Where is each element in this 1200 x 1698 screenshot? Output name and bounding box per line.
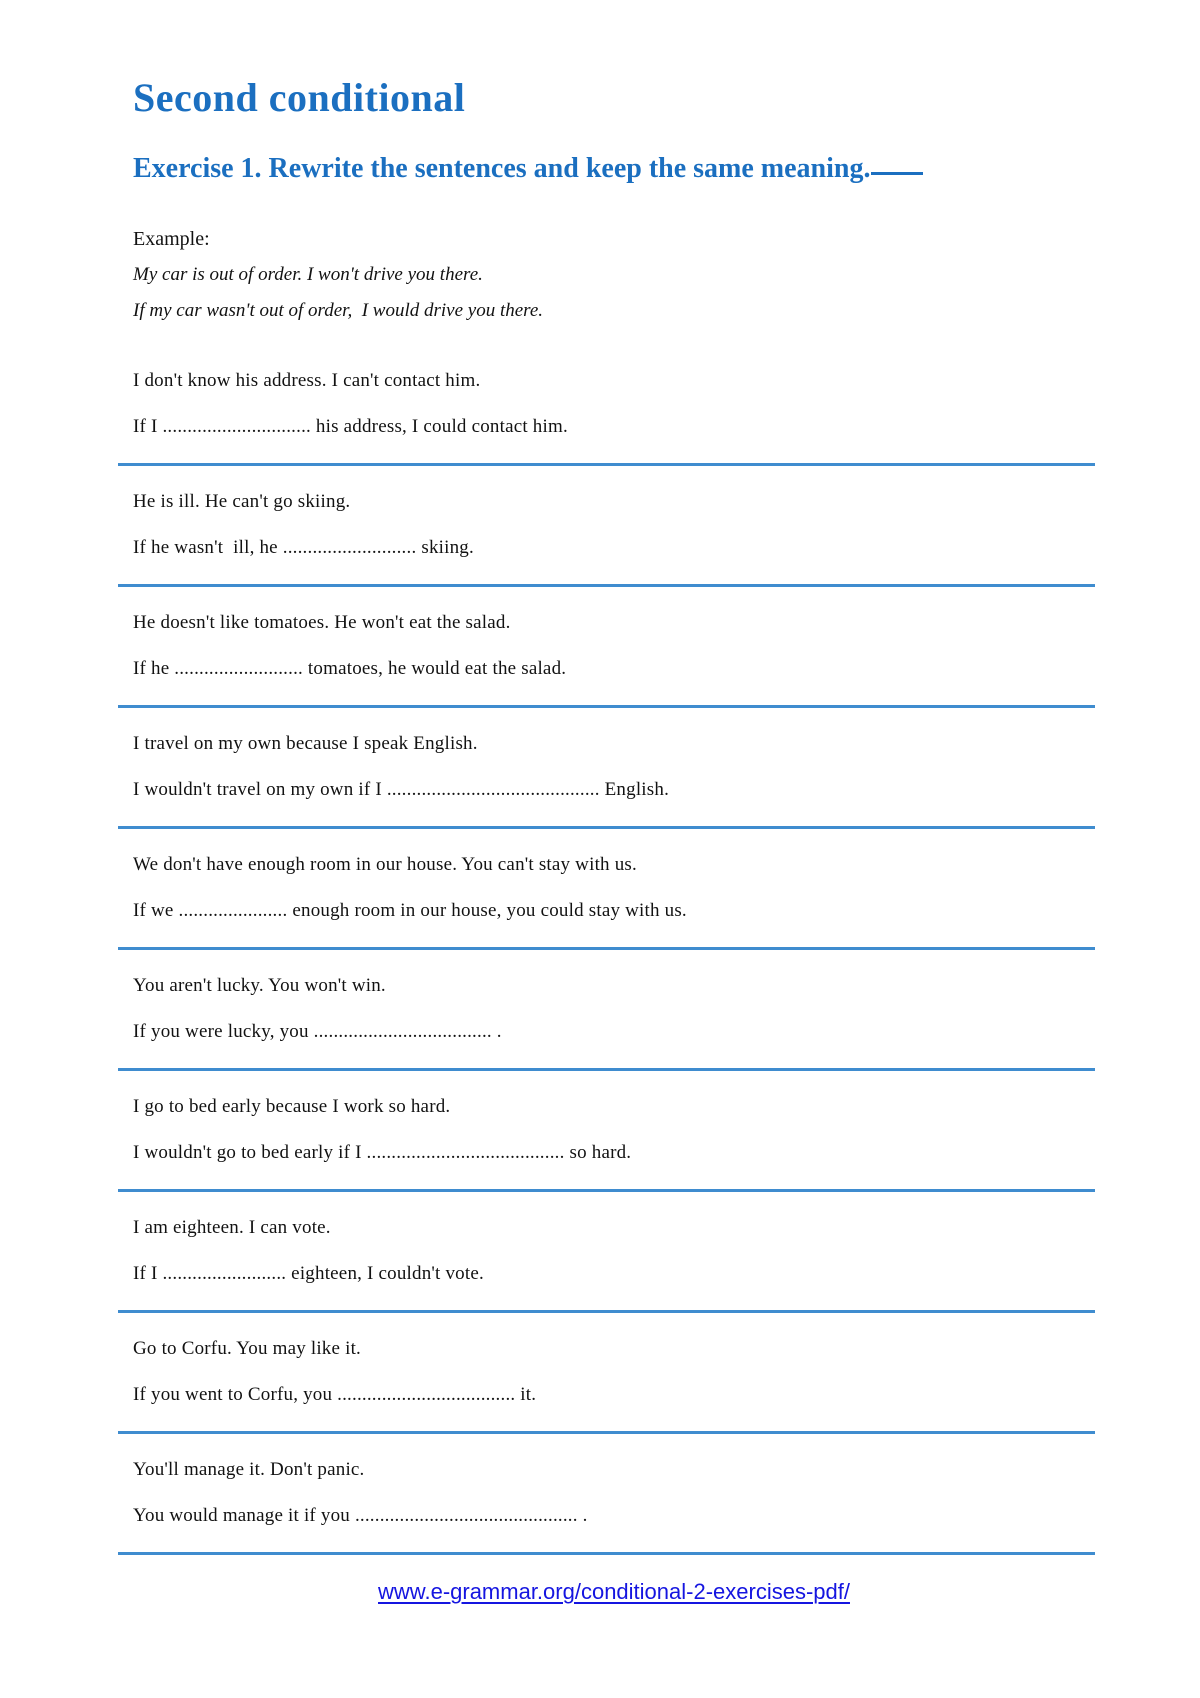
item-divider bbox=[118, 584, 1095, 587]
item-sentence: We don't have enough room in our house. You can't stay with us. bbox=[133, 853, 637, 875]
item-sentence: I go to bed early because I work so hard. bbox=[133, 1095, 451, 1117]
item-divider bbox=[118, 1310, 1095, 1313]
example-label: Example: bbox=[133, 227, 210, 250]
item-rewrite: If I ......................... eighteen, I couldn't vote. bbox=[133, 1262, 484, 1284]
item-divider bbox=[118, 1068, 1095, 1071]
footer-link[interactable]: www.e-grammar.org/conditional-2-exercises-pdf/ bbox=[378, 1578, 850, 1604]
exercise-item bbox=[133, 611, 1095, 708]
page-title: Second conditional bbox=[133, 75, 466, 120]
item-sentence: You'll manage it. Don't panic. bbox=[133, 1458, 365, 1480]
item-sentence: You aren't lucky. You won't win. bbox=[133, 974, 386, 996]
example-block bbox=[133, 227, 1095, 323]
item-rewrite: If he .......................... tomatoes, he would eat the salad. bbox=[133, 657, 567, 679]
page-footer bbox=[133, 1579, 1095, 1605]
exercise-item bbox=[133, 490, 1095, 587]
item-divider bbox=[118, 1552, 1095, 1555]
exercise-item bbox=[133, 974, 1095, 1071]
exercise-item bbox=[133, 1095, 1095, 1192]
example-line: My car is out of order. I won't drive you there. bbox=[133, 263, 483, 285]
item-rewrite: I wouldn't go to bed early if I ........................................ so hard. bbox=[133, 1141, 632, 1163]
heading-underline bbox=[871, 172, 923, 175]
item-rewrite: I wouldn't travel on my own if I ........................................... English. bbox=[133, 778, 670, 800]
item-divider bbox=[118, 826, 1095, 829]
item-sentence: I am eighteen. I can vote. bbox=[133, 1216, 331, 1238]
item-rewrite: If he wasn't ill, he ........................... skiing. bbox=[133, 536, 474, 558]
exercise-heading-text: Exercise 1. Rewrite the sentences and keep the same meaning. bbox=[133, 153, 871, 184]
item-divider bbox=[118, 705, 1095, 708]
item-rewrite: If you went to Corfu, you .................................... it. bbox=[133, 1383, 537, 1405]
item-sentence: He doesn't like tomatoes. He won't eat the salad. bbox=[133, 611, 511, 633]
exercise-heading bbox=[133, 154, 1095, 185]
item-rewrite: If I .............................. his address, I could contact him. bbox=[133, 415, 568, 437]
exercise-item bbox=[133, 369, 1095, 466]
exercise-item bbox=[133, 1216, 1095, 1313]
item-sentence: I don't know his address. I can't contact him. bbox=[133, 369, 481, 391]
exercise-item bbox=[133, 1337, 1095, 1434]
item-sentence: He is ill. He can't go skiing. bbox=[133, 490, 351, 512]
item-sentence: Go to Corfu. You may like it. bbox=[133, 1337, 362, 1359]
item-rewrite: You would manage it if you ............................................. . bbox=[133, 1504, 588, 1526]
item-rewrite: If we ...................... enough room in our house, you could stay with us. bbox=[133, 899, 687, 921]
item-divider bbox=[118, 947, 1095, 950]
example-line: If my car wasn't out of order, I would drive you there. bbox=[133, 299, 544, 321]
item-divider bbox=[118, 1431, 1095, 1434]
item-sentence: I travel on my own because I speak English. bbox=[133, 732, 478, 754]
item-divider bbox=[118, 1189, 1095, 1192]
item-divider bbox=[118, 463, 1095, 466]
exercise-items bbox=[133, 369, 1095, 1555]
item-rewrite: If you were lucky, you .................................... . bbox=[133, 1020, 502, 1042]
exercise-item bbox=[133, 1458, 1095, 1555]
exercise-item bbox=[133, 732, 1095, 829]
exercise-item bbox=[133, 853, 1095, 950]
